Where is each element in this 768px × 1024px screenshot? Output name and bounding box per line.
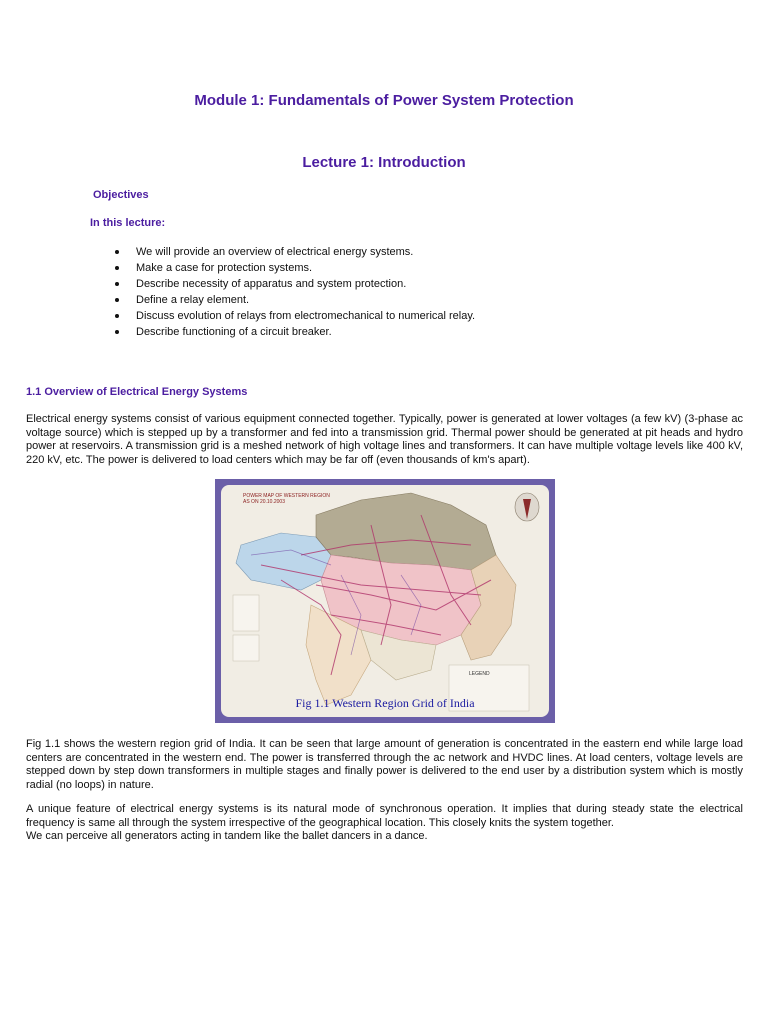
list-item: Describe necessity of apparatus and system protection. xyxy=(110,276,475,292)
list-item: Define a relay element. xyxy=(110,292,475,308)
figure-western-region-map xyxy=(215,479,555,723)
lecture-title: Lecture 1: Introduction xyxy=(302,154,466,171)
in-this-lecture-label: In this lecture: xyxy=(90,217,166,229)
objectives-list xyxy=(110,244,475,340)
module-title: Module 1: Fundamentals of Power System Protection xyxy=(194,92,574,109)
list-item: We will provide an overview of electrical energy systems. xyxy=(110,244,475,260)
paragraph-overview: Electrical energy systems consist of various equipment connected together. Typically, power is generated at lower voltages (a few kV) (3-phase ac voltage source) which is stepped up by a transformer and fed into a transmission grid. Thermal power should be generated at pit heads and hydro power at reservoirs. A transmission grid is a meshed network of high voltage lines and transformers. It can have multiple voltage levels like 400 kV, 220 kV, etc. The power is delivered to load centers which may be far off (even thousands of km's apart). xyxy=(26,413,743,466)
paragraph-synchronous xyxy=(26,803,743,844)
map-panel xyxy=(221,485,549,717)
map-image xyxy=(221,485,549,717)
list-item: Discuss evolution of relays from electromechanical to numerical relay. xyxy=(110,308,475,324)
list-item: Make a case for protection systems. xyxy=(110,260,475,276)
paragraph-ballet-text: We can perceive all generators acting in tandem like the ballet dancers in a dance. xyxy=(26,830,428,842)
section-heading: 1.1 Overview of Electrical Energy Systems xyxy=(26,386,248,398)
legend-label: LEGEND xyxy=(469,671,490,677)
figure-caption: Fig 1.1 Western Region Grid of India xyxy=(295,696,475,710)
objectives-label: Objectives xyxy=(93,189,149,201)
map-title xyxy=(243,493,330,505)
map-title-line2: AS ON 20.10.2003 xyxy=(243,499,285,505)
map-title-line1: POWER MAP OF WESTERN REGION xyxy=(243,493,330,499)
paragraph-western-region: Fig 1.1 shows the western region grid of India. It can be seen that large amount of generation is concentrated in the eastern end while large load centers are concentrated in the western end. The power is transferred through the ac network and HVDC lines. At load centers, voltage levels are stepped down by step down transformers in multiple stages and finally power is delivered to the end user by a distribution system which is mostly radial (no loops) in nature. xyxy=(26,738,743,791)
list-item: Describe functioning of a circuit breaker. xyxy=(110,324,475,340)
paragraph-synchronous-text: A unique feature of electrical energy systems is its natural mode of synchronous operation. It implies that during steady state the electrical frequency is same all through the system irrespective of the geographical location. This closely knits the system together. xyxy=(26,803,743,829)
